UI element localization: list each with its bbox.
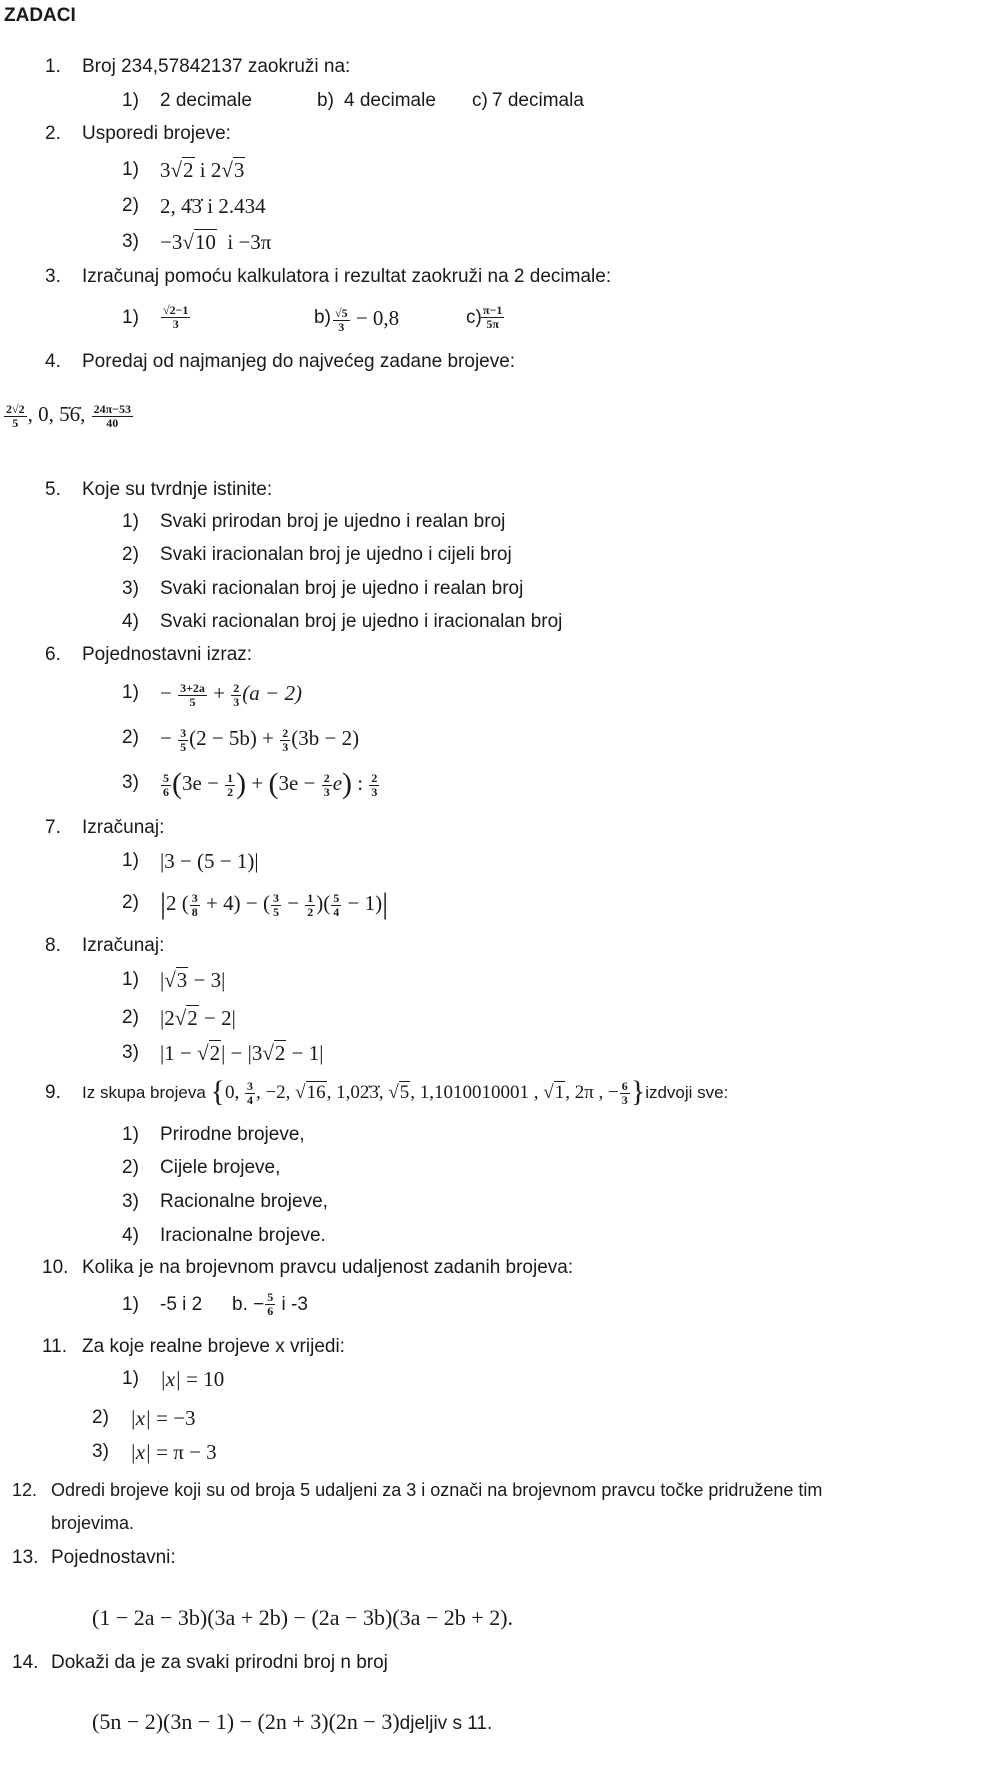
item-label: 2): [122, 727, 139, 748]
task-number: 5.: [45, 479, 61, 500]
task-6-item-1: [122, 674, 302, 712]
math-expression: $\frac{√2-1}{3}$: [163, 303, 189, 332]
task-number: 1.: [45, 56, 61, 77]
task-10: [42, 1256, 574, 1280]
task-2-item-3: [122, 230, 272, 254]
list-item: 3) Racionalne brojeve,: [122, 1191, 328, 1212]
math-expression: |2 ( $\frac{3}{8}$ + 4) − ( $\frac{3}{5}$ − $\frac{1}{2}$ )( $\frac{5}{4}$ − 1)|: [160, 887, 389, 920]
item-label: 1): [122, 1294, 139, 1315]
task-text: Poredaj od najmanjeg do najvećeg zadane brojeve:: [82, 351, 516, 372]
task-number: 11.: [42, 1336, 68, 1357]
list-item: 4) Svaki racionalan broj je ujedno i iracionalan broj: [122, 611, 563, 632]
math-expression: −3√10 i −3π: [160, 230, 272, 254]
task-11-item-2: [92, 1406, 196, 1430]
task-number: 3.: [45, 266, 61, 287]
item-label: 2): [122, 195, 139, 216]
math-expression: |2√2 − 2|: [160, 1006, 236, 1030]
task-14: [12, 1651, 388, 1675]
math-expression: |x| = −3: [130, 1406, 196, 1430]
item-label: 2): [122, 892, 139, 913]
math-expression: |x| = 10: [160, 1367, 225, 1391]
math-expression: $\frac{\pi-1}{5\pi}$: [483, 303, 503, 332]
task-number: 6.: [45, 644, 61, 665]
task-2: [45, 122, 231, 146]
task-number: 2.: [45, 123, 61, 144]
task-2-item-1: [122, 158, 245, 182]
task-3-options: [122, 300, 503, 336]
item-label: 3): [122, 772, 139, 793]
list-item: 3) Svaki racionalan broj je ujedno i realan broj: [122, 578, 524, 599]
item-label: 2): [122, 1007, 139, 1028]
option-a: 2 decimale: [160, 90, 252, 111]
item-label: 3): [92, 1441, 109, 1462]
math-expression: − $\frac{3}{5}$ (2 − 5b) + $\frac{2}{3}$ (3b − 2): [160, 725, 360, 754]
task-text: Odredi brojeve koji su od broja 5 udaljeni za 3 i označi na brojevnom pravcu točke pridružene tim: [51, 1480, 823, 1500]
task-number: 8.: [45, 935, 61, 956]
task-text: Koje su tvrdnje istinite:: [82, 479, 273, 500]
list-item: 1) Svaki prirodan broj je ujedno i realan broj: [122, 511, 506, 532]
task-number: 7.: [45, 817, 61, 838]
task-7: [45, 816, 165, 840]
option-label: b): [317, 90, 334, 111]
task-11-item-3: [92, 1440, 217, 1464]
task-text-line: Iz skupa brojeva {0, $\frac{3}{4}$ , −2, √16, 1,02̇3̇, √5, 1,1010010001 , √1, 2π , − $\frac{6}{3}$ }izdvoji sve:: [82, 1075, 729, 1108]
task-8-item-2: [122, 1006, 236, 1030]
item-label: 1): [122, 969, 139, 990]
task-7-item-2: [122, 884, 389, 922]
math-expression: |x| = π − 3: [130, 1440, 217, 1464]
math-expression: 2, 4̇3̇ i 2.434: [160, 194, 266, 218]
option-label: 1): [122, 307, 139, 328]
option-label: 1): [122, 90, 139, 111]
task-4-numbers: $\frac{2√2}{5}$ , 0, 5̇6̇, $\frac{24\pi-53}{40}$: [6, 401, 132, 430]
task-text: Izračunaj pomoću kalkulatora i rezultat zaokruži na 2 decimale:: [82, 266, 612, 287]
list-item: 4) Iracionalne brojeve.: [122, 1225, 326, 1246]
task-10-item-1: [122, 1286, 308, 1324]
item-label: 2): [92, 1407, 109, 1428]
task-text: Broj 234,57842137 zaokruži na:: [82, 56, 351, 77]
task-number: 13.: [12, 1547, 39, 1568]
task-12: [12, 1478, 823, 1502]
task-9: [45, 1074, 729, 1112]
task-number: 9.: [45, 1082, 61, 1103]
list-item: 1) Prirodne brojeve,: [122, 1124, 305, 1145]
list-item: 2) Cijele brojeve,: [122, 1157, 281, 1178]
list-item: 2) Svaki iracionalan broj je ujedno i cijeli broj: [122, 544, 512, 565]
task-5: [45, 478, 273, 502]
task-8: [45, 934, 165, 958]
page-title: ZADACI: [4, 5, 76, 26]
item-label: 3): [122, 231, 139, 252]
task-8-item-1: [122, 968, 226, 992]
item-label: 1): [122, 1368, 139, 1389]
task-text: Usporedi brojeve:: [82, 123, 231, 144]
option-label: b): [314, 307, 331, 328]
task-1: [45, 55, 351, 79]
task-text: Pojednostavni:: [51, 1547, 176, 1568]
task-6-item-3: [122, 764, 378, 802]
item-label: 3): [122, 1042, 139, 1063]
task-text: Za koje realne brojeve x vrijedi:: [82, 1336, 345, 1357]
task-4: [45, 350, 516, 374]
task-13: [12, 1546, 176, 1570]
math-expression: |3 − (5 − 1)|: [160, 849, 259, 873]
task-8-item-3: [122, 1041, 324, 1065]
math-expression: -5 i 2: [160, 1294, 203, 1315]
task-text: Dokaži da je za svaki prirodni broj n broj: [51, 1652, 388, 1673]
task-1-options: [122, 89, 584, 113]
task-11-item-1: [122, 1367, 225, 1391]
task-text: Izračunaj:: [82, 935, 165, 956]
option-label: c): [466, 307, 482, 328]
task-11: [42, 1335, 345, 1359]
option-label: c): [472, 90, 488, 111]
math-expression: |√3 − 3|: [160, 968, 226, 992]
task-number: 14.: [12, 1652, 39, 1673]
option-c: 7 decimala: [492, 90, 584, 111]
math-expression: b. − $\frac{5}{6}$ i -3: [232, 1290, 308, 1319]
task-6: [45, 643, 253, 667]
task-13-expression: (1 − 2a − 3b)(3a + 2b) − (2a − 3b)(3a − 2b + 2).: [92, 1605, 514, 1630]
task-text: Pojednostavni izraz:: [82, 644, 253, 665]
math-expression: $\frac{5}{6}$ (3e − $\frac{1}{2}$ ) + (3e − $\frac{2}{3}$ e) : $\frac{2}{3}$: [163, 767, 378, 800]
item-label: 1): [122, 850, 139, 871]
option-b: 4 decimale: [344, 90, 436, 111]
task-text: Kolika je na brojevnom pravcu udaljenost zadanih brojeva:: [82, 1257, 574, 1278]
task-number: 10.: [42, 1257, 69, 1278]
task-text: Izračunaj:: [82, 817, 165, 838]
item-label: 1): [122, 159, 139, 180]
math-expression: − $\frac{3+2a}{5}$ + $\frac{2}{3}$ (a − 2): [160, 680, 302, 709]
math-expression: $\frac{√5}{3}$ − 0,8: [335, 305, 400, 334]
math-expression: |1 − √2| − |3√2 − 1|: [160, 1041, 324, 1065]
math-expression: 3√2 i 2√3: [160, 158, 245, 182]
task-3: [45, 265, 612, 289]
task-7-item-1: [122, 849, 259, 873]
task-number: 4.: [45, 351, 61, 372]
item-label: 1): [122, 682, 139, 703]
task-14-expression: (5n − 2)(3n − 1) − (2n + 3)(2n − 3)djeljiv s 11.: [92, 1709, 493, 1734]
task-6-item-2: [122, 719, 360, 757]
task-12-continuation: brojevima.: [51, 1513, 135, 1533]
task-2-item-2: [122, 194, 266, 218]
task-number: 12.: [12, 1480, 38, 1500]
